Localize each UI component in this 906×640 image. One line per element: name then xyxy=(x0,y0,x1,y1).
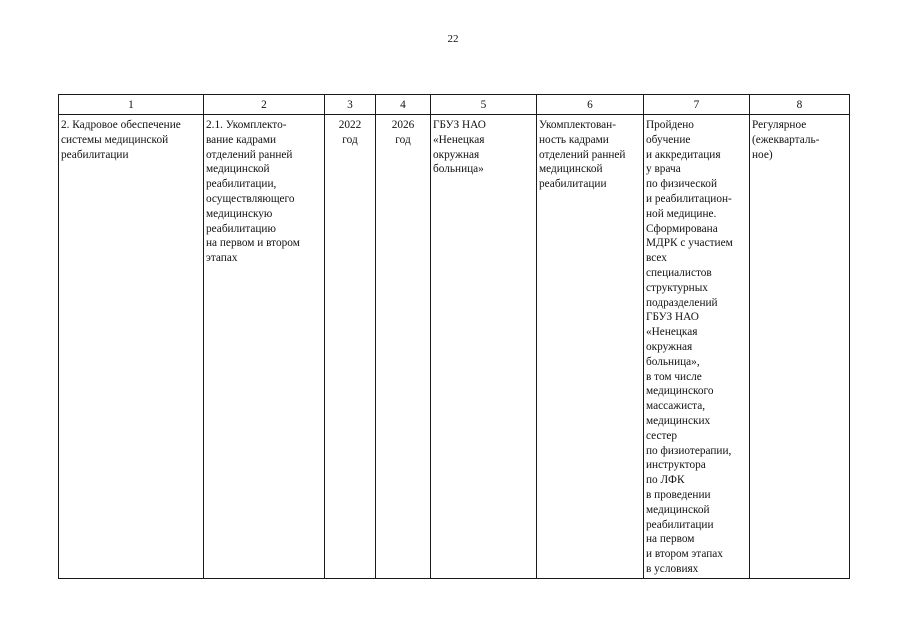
cell-text-line: в проведении xyxy=(646,488,711,501)
cell-text-line: структурных xyxy=(646,281,708,294)
cell-text-line: «Ненецкая xyxy=(646,326,698,339)
cell-text-line: ГБУЗ НАО xyxy=(646,311,699,324)
cell-result xyxy=(644,115,750,579)
column-number: 2 xyxy=(204,95,325,115)
cell-indicator xyxy=(537,115,644,579)
cell-text-line: МДРК с участием xyxy=(646,237,733,250)
cell-text-line: Регулярное xyxy=(752,119,807,131)
cell-end-year xyxy=(376,115,431,579)
cell-text-line: медицинской xyxy=(206,163,270,176)
cell-text-line: отделений ранней xyxy=(206,148,293,161)
cell-text-line: медицинскую xyxy=(206,207,273,220)
cell-responsible xyxy=(431,115,537,579)
cell-text-line: окружная xyxy=(433,148,480,161)
plan-table xyxy=(58,94,850,579)
cell-text-line: «Ненецкая xyxy=(433,133,485,146)
cell-text-line: вание кадрами xyxy=(206,133,277,146)
table-header-row xyxy=(59,95,850,115)
column-number: 5 xyxy=(431,95,537,115)
cell-text-line: 2022 xyxy=(338,119,362,131)
cell-text-line: подразделений xyxy=(646,296,718,309)
cell-text-line: Сформирована xyxy=(646,222,718,235)
cell-text-line: реабилитации xyxy=(61,148,129,161)
cell-text-line: этапах xyxy=(206,252,238,265)
cell-text-line: и реабилитацион- xyxy=(646,192,732,205)
cell-text-line: массажиста, xyxy=(646,400,706,413)
cell-text-line: медицинской xyxy=(646,503,710,516)
cell-text-line: у врача xyxy=(646,163,681,176)
cell-text-line: Пройдено xyxy=(646,119,694,131)
cell-activity xyxy=(204,115,325,579)
cell-text-line: специалистов xyxy=(646,266,712,279)
cell-text-line: по физиотерапии, xyxy=(646,444,732,457)
column-number: 7 xyxy=(644,95,750,115)
cell-text-line: 2.1. Укомплекто- xyxy=(206,119,287,131)
column-number: 1 xyxy=(59,95,204,115)
page-number: 22 xyxy=(447,33,459,45)
cell-text-line: ГБУЗ НАО xyxy=(433,119,486,131)
cell-text-line: 2026 xyxy=(391,119,415,131)
cell-text-line: в условиях xyxy=(646,562,699,575)
cell-text-line: год xyxy=(342,133,358,146)
cell-frequency xyxy=(750,115,850,579)
cell-text-line: реабилитации xyxy=(539,178,607,191)
cell-text-line: всех xyxy=(646,252,667,265)
cell-text-line: по физической xyxy=(646,178,717,191)
cell-text-line: год xyxy=(395,133,411,146)
cell-text-line: реабилитации, xyxy=(206,178,277,191)
cell-text-line: ное) xyxy=(752,148,773,161)
cell-text-line: больница» xyxy=(433,163,484,176)
cell-text-line: и втором этапах xyxy=(646,548,723,561)
cell-text-line: системы медицинской xyxy=(61,133,169,146)
cell-text-line: ность кадрами xyxy=(539,133,609,146)
cell-text-line: отделений ранней xyxy=(539,148,626,161)
column-number: 3 xyxy=(325,95,376,115)
cell-text-line: (ежекварталь- xyxy=(752,133,820,146)
cell-text-line: Укомплектован- xyxy=(539,119,616,131)
cell-text-line: реабилитации xyxy=(646,518,714,531)
cell-text-line: медицинского xyxy=(646,385,714,398)
column-number: 6 xyxy=(537,95,644,115)
cell-task-name xyxy=(59,115,204,579)
cell-text-line: на первом xyxy=(646,533,695,546)
cell-text-line: и аккредитация xyxy=(646,148,721,161)
cell-text-line: обучение xyxy=(646,133,691,146)
cell-text-line: окружная xyxy=(646,340,693,353)
cell-text-line: медицинской xyxy=(539,163,603,176)
cell-text-line: ной медицине. xyxy=(646,207,717,220)
cell-text-line: на первом и втором xyxy=(206,237,300,250)
cell-text-line: инструктора xyxy=(646,459,706,472)
cell-text-line: сестер xyxy=(646,429,678,442)
cell-text-line: в том числе xyxy=(646,370,702,383)
cell-text-line: осуществляющего xyxy=(206,192,295,205)
cell-text-line: по ЛФК xyxy=(646,474,685,487)
table-row xyxy=(59,115,850,579)
cell-text-line: реабилитацию xyxy=(206,222,276,235)
cell-start-year xyxy=(325,115,376,579)
cell-text-line: больница», xyxy=(646,355,700,368)
column-number: 8 xyxy=(750,95,850,115)
cell-text-line: 2. Кадровое обеспечение xyxy=(61,119,181,131)
cell-text-line: медицинских xyxy=(646,414,711,427)
column-number: 4 xyxy=(376,95,431,115)
